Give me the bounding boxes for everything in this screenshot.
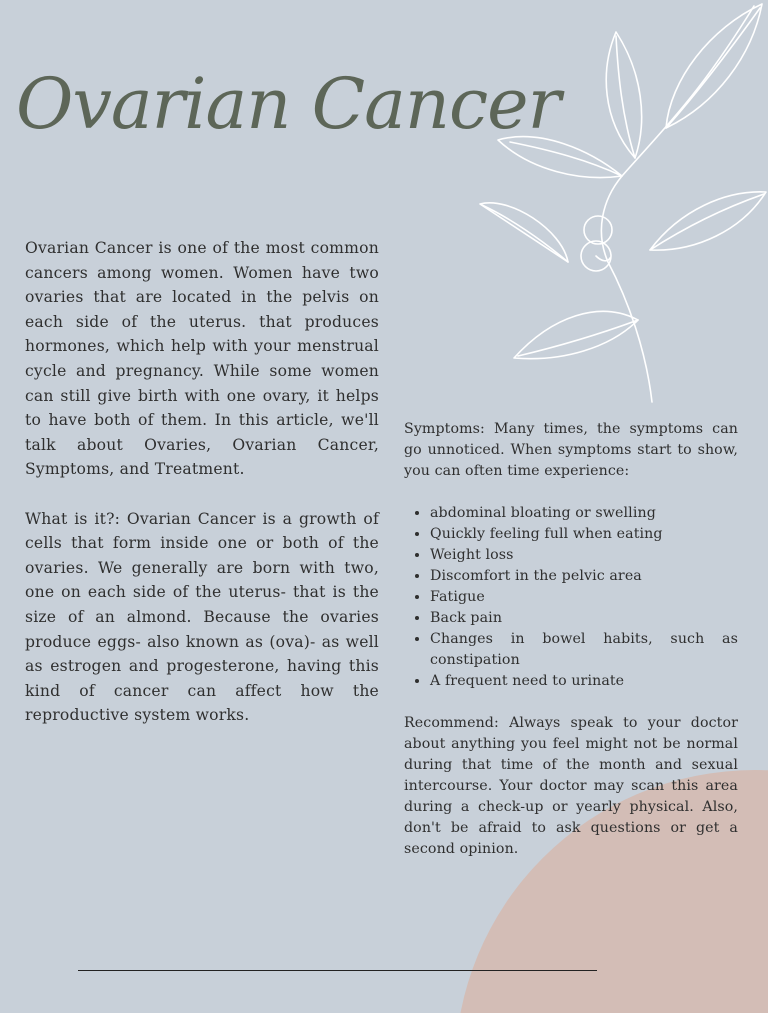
list-item: • Fatigue [430,587,738,608]
page-title: Ovarian Cancer [16,63,561,145]
list-item: • Quickly feeling full when eating [430,524,738,545]
intro-paragraph: Ovarian Cancer is one of the most common cancers among women. Women have two ovaries that are located in the pelvis on each side of the uterus. that produces hormones, which help with your menstrual cycle and pregnancy. While some women can still give birth with one ovary, it helps to have both of them. In this article, we'll talk about Ovaries, Ovarian Cancer, Symptoms, and Treatment. [25,239,379,479]
left-column [25,236,379,728]
recommend-paragraph: Recommend: Always speak to your doctor about anything you feel might not be normal during that time of the month and sexual intercourse. Your doctor may scan this area during a check-up or yearly physical. Also, don't be afraid to ask questions or get a second opinion. [404,715,738,857]
symptoms-intro-paragraph: Symptoms: Many times, the symptoms can go unnoticed. When symptoms start to show, you can often time experience: [404,421,738,479]
divider-line [78,970,597,971]
list-item: • Weight loss [430,545,738,566]
what-is-it-paragraph: What is it?: Ovarian Cancer is a growth of cells that form inside one or both of the ovaries. We generally are born with two, one on each side of the uterus- that is the size of an almond. Because the ovaries produce eggs- also known as (ova)- as well as estrogen and progesterone, having this kind of cancer can affect how the reproductive system works. [25,509,379,725]
list-item: • Back pain [430,608,738,629]
list-item: • Changes in bowel habits, such as constipation [430,629,738,671]
list-item: • A frequent need to urinate [430,671,738,692]
symptoms-list [404,503,738,692]
list-item: • Discomfort in the pelvic area [430,566,738,587]
list-item: • abdominal bloating or swelling [430,503,738,524]
right-column [404,419,738,860]
